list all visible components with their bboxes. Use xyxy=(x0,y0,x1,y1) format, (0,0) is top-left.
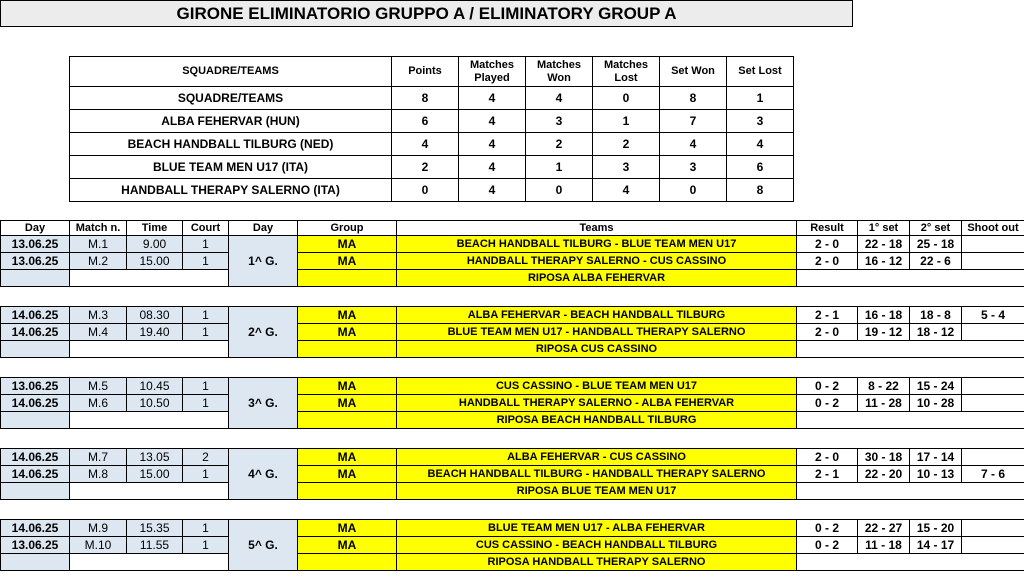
match-row xyxy=(1,307,1024,324)
match-time-cell: 15.00 xyxy=(127,466,183,483)
match-day-cell: 13.06.25 xyxy=(1,253,70,270)
match-time-cell: 11.55 xyxy=(127,537,183,554)
rest-blank-cell xyxy=(70,341,229,358)
standings-row xyxy=(70,156,794,179)
standings-lost-cell: 3 xyxy=(593,156,660,179)
standings-header-points: Points xyxy=(392,57,459,87)
standings-team-cell: BEACH HANDBALL TILBURG (NED) xyxy=(70,133,392,156)
rest-blank-cell xyxy=(70,270,229,287)
rest-team-cell: RIPOSA BEACH HANDBALL TILBURG xyxy=(397,412,797,429)
match-number-cell: M.8 xyxy=(70,466,127,483)
match-time-cell: 13.05 xyxy=(127,449,183,466)
round-spacer xyxy=(1,500,1024,520)
match-court-cell: 2 xyxy=(183,449,229,466)
match-court-cell: 1 xyxy=(183,537,229,554)
rest-group-cell xyxy=(298,554,397,571)
match-teams-cell: BEACH HANDBALL TILBURG - HANDBALL THERAPY SALERNO xyxy=(397,466,797,483)
standings-team-cell: SQUADRE/TEAMS xyxy=(70,87,392,110)
rest-row xyxy=(1,554,1024,571)
rest-day-cell xyxy=(1,270,70,287)
rest-blank-cell xyxy=(70,554,229,571)
round-spacer-cell xyxy=(1,500,1024,520)
standings-points-cell: 4 xyxy=(392,133,459,156)
match-teams-cell: BEACH HANDBALL TILBURG - BLUE TEAM MEN U17 xyxy=(397,236,797,253)
rest-blank-cell xyxy=(70,412,229,429)
match-time-cell: 10.50 xyxy=(127,395,183,412)
match-set2-cell: 22 - 6 xyxy=(910,253,962,270)
schedule-table xyxy=(0,220,1024,571)
match-number-cell: M.7 xyxy=(70,449,127,466)
standings-won-cell: 0 xyxy=(526,179,593,202)
match-shootout-cell xyxy=(962,378,1024,395)
rest-team-cell: RIPOSA CUS CASSINO xyxy=(397,341,797,358)
rest-score-blank-cell xyxy=(797,412,1024,429)
standings-set-won-cell: 4 xyxy=(660,133,727,156)
match-time-cell: 15.35 xyxy=(127,520,183,537)
match-teams-cell: BLUE TEAM MEN U17 - HANDBALL THERAPY SALERNO xyxy=(397,324,797,341)
standings-set-won-cell: 8 xyxy=(660,87,727,110)
match-shootout-cell xyxy=(962,236,1024,253)
match-day-cell: 14.06.25 xyxy=(1,307,70,324)
match-teams-cell: BLUE TEAM MEN U17 - ALBA FEHERVAR xyxy=(397,520,797,537)
standings-set-lost-cell: 4 xyxy=(727,133,794,156)
match-result-cell: 0 - 2 xyxy=(797,520,858,537)
standings-set-won-cell: 7 xyxy=(660,110,727,133)
match-number-cell: M.9 xyxy=(70,520,127,537)
standings-header-row xyxy=(70,57,794,87)
match-result-cell: 2 - 0 xyxy=(797,236,858,253)
match-court-cell: 1 xyxy=(183,395,229,412)
match-row xyxy=(1,253,1024,270)
rest-group-cell xyxy=(298,341,397,358)
match-set2-cell: 18 - 12 xyxy=(910,324,962,341)
match-set2-cell: 14 - 17 xyxy=(910,537,962,554)
match-result-cell: 0 - 2 xyxy=(797,395,858,412)
standings-set-won-cell: 3 xyxy=(660,156,727,179)
match-teams-cell: HANDBALL THERAPY SALERNO - CUS CASSINO xyxy=(397,253,797,270)
rest-row xyxy=(1,270,1024,287)
match-number-cell: M.1 xyxy=(70,236,127,253)
schedule-header-row xyxy=(1,221,1024,236)
match-court-cell: 1 xyxy=(183,466,229,483)
rest-score-blank-cell xyxy=(797,483,1024,500)
schedule-header-round: Day xyxy=(229,221,298,236)
standings-header-set-won: Set Won xyxy=(660,57,727,87)
match-set1-cell: 22 - 27 xyxy=(858,520,910,537)
schedule-header-match: Match n. xyxy=(70,221,127,236)
round-spacer-cell xyxy=(1,429,1024,449)
match-set2-cell: 10 - 13 xyxy=(910,466,962,483)
rest-group-cell xyxy=(298,483,397,500)
schedule-header-shootout: Shoot out xyxy=(962,221,1024,236)
match-time-cell: 15.00 xyxy=(127,253,183,270)
schedule-header-group: Group xyxy=(298,221,397,236)
standings-points-cell: 6 xyxy=(392,110,459,133)
match-number-cell: M.3 xyxy=(70,307,127,324)
rest-group-cell xyxy=(298,270,397,287)
standings-set-lost-cell: 6 xyxy=(727,156,794,179)
match-teams-cell: CUS CASSINO - BLUE TEAM MEN U17 xyxy=(397,378,797,395)
match-day-cell: 14.06.25 xyxy=(1,395,70,412)
rest-day-cell xyxy=(1,483,70,500)
rest-row xyxy=(1,412,1024,429)
match-day-cell: 14.06.25 xyxy=(1,449,70,466)
match-set1-cell: 22 - 18 xyxy=(858,236,910,253)
standings-row xyxy=(70,133,794,156)
match-shootout-cell: 7 - 6 xyxy=(962,466,1024,483)
rest-day-cell xyxy=(1,412,70,429)
match-day-cell: 13.06.25 xyxy=(1,236,70,253)
rest-score-blank-cell xyxy=(797,554,1024,571)
standings-header-team: SQUADRE/TEAMS xyxy=(70,57,392,87)
match-number-cell: M.10 xyxy=(70,537,127,554)
match-set2-cell: 15 - 20 xyxy=(910,520,962,537)
match-time-cell: 10.45 xyxy=(127,378,183,395)
schedule-header-set2: 2° set xyxy=(910,221,962,236)
match-group-cell: MA xyxy=(298,395,397,412)
match-time-cell: 08.30 xyxy=(127,307,183,324)
standings-played-cell: 4 xyxy=(459,133,526,156)
standings-played-cell: 4 xyxy=(459,87,526,110)
match-shootout-cell: 5 - 4 xyxy=(962,307,1024,324)
match-result-cell: 2 - 0 xyxy=(797,253,858,270)
rest-team-cell: RIPOSA HANDBALL THERAPY SALERNO xyxy=(397,554,797,571)
standings-won-cell: 4 xyxy=(526,87,593,110)
standings-won-cell: 1 xyxy=(526,156,593,179)
standings-row xyxy=(70,179,794,202)
round-label-cell: 4^ G. xyxy=(229,449,298,500)
match-row xyxy=(1,395,1024,412)
match-row xyxy=(1,378,1024,395)
match-shootout-cell xyxy=(962,520,1024,537)
match-teams-cell: ALBA FEHERVAR - CUS CASSINO xyxy=(397,449,797,466)
match-result-cell: 2 - 0 xyxy=(797,449,858,466)
match-group-cell: MA xyxy=(298,449,397,466)
match-set1-cell: 16 - 12 xyxy=(858,253,910,270)
rest-blank-cell xyxy=(70,483,229,500)
standings-lost-cell: 2 xyxy=(593,133,660,156)
page-title: GIRONE ELIMINATORIO GRUPPO A / ELIMINATORY GROUP A xyxy=(0,0,853,27)
standings-played-cell: 4 xyxy=(459,110,526,133)
standings-lost-cell: 0 xyxy=(593,87,660,110)
standings-played-cell: 4 xyxy=(459,179,526,202)
rest-row xyxy=(1,483,1024,500)
rest-score-blank-cell xyxy=(797,341,1024,358)
standings-team-cell: BLUE TEAM MEN U17 (ITA) xyxy=(70,156,392,179)
match-result-cell: 2 - 1 xyxy=(797,466,858,483)
match-result-cell: 2 - 1 xyxy=(797,307,858,324)
match-group-cell: MA xyxy=(298,236,397,253)
standings-team-cell: ALBA FEHERVAR (HUN) xyxy=(70,110,392,133)
match-set1-cell: 11 - 18 xyxy=(858,537,910,554)
match-number-cell: M.4 xyxy=(70,324,127,341)
match-teams-cell: ALBA FEHERVAR - BEACH HANDBALL TILBURG xyxy=(397,307,797,324)
match-set2-cell: 25 - 18 xyxy=(910,236,962,253)
match-group-cell: MA xyxy=(298,253,397,270)
match-day-cell: 13.06.25 xyxy=(1,537,70,554)
standings-points-cell: 2 xyxy=(392,156,459,179)
match-court-cell: 1 xyxy=(183,520,229,537)
standings-points-cell: 0 xyxy=(392,179,459,202)
match-group-cell: MA xyxy=(298,378,397,395)
schedule-header-result: Result xyxy=(797,221,858,236)
match-number-cell: M.6 xyxy=(70,395,127,412)
match-day-cell: 13.06.25 xyxy=(1,378,70,395)
match-set1-cell: 22 - 20 xyxy=(858,466,910,483)
standings-lost-cell: 4 xyxy=(593,179,660,202)
match-teams-cell: CUS CASSINO - BEACH HANDBALL TILBURG xyxy=(397,537,797,554)
round-label-cell: 5^ G. xyxy=(229,520,298,571)
round-label-cell: 1^ G. xyxy=(229,236,298,287)
match-group-cell: MA xyxy=(298,520,397,537)
match-set1-cell: 16 - 18 xyxy=(858,307,910,324)
match-set1-cell: 11 - 28 xyxy=(858,395,910,412)
match-row xyxy=(1,520,1024,537)
rest-group-cell xyxy=(298,412,397,429)
match-set1-cell: 8 - 22 xyxy=(858,378,910,395)
match-teams-cell: HANDBALL THERAPY SALERNO - ALBA FEHERVAR xyxy=(397,395,797,412)
match-group-cell: MA xyxy=(298,466,397,483)
match-row xyxy=(1,466,1024,483)
match-group-cell: MA xyxy=(298,324,397,341)
match-set1-cell: 30 - 18 xyxy=(858,449,910,466)
round-spacer-cell xyxy=(1,358,1024,378)
match-shootout-cell xyxy=(962,537,1024,554)
schedule-header-day: Day xyxy=(1,221,70,236)
match-time-cell: 9.00 xyxy=(127,236,183,253)
round-spacer-cell xyxy=(1,287,1024,307)
match-court-cell: 1 xyxy=(183,378,229,395)
match-day-cell: 14.06.25 xyxy=(1,520,70,537)
match-result-cell: 2 - 0 xyxy=(797,324,858,341)
match-shootout-cell xyxy=(962,324,1024,341)
match-court-cell: 1 xyxy=(183,324,229,341)
standings-header-played: Matches Played xyxy=(459,57,526,87)
standings-won-cell: 3 xyxy=(526,110,593,133)
match-row xyxy=(1,324,1024,341)
match-group-cell: MA xyxy=(298,537,397,554)
rest-team-cell: RIPOSA ALBA FEHERVAR xyxy=(397,270,797,287)
match-row xyxy=(1,236,1024,253)
rest-row xyxy=(1,341,1024,358)
match-set2-cell: 17 - 14 xyxy=(910,449,962,466)
rest-day-cell xyxy=(1,554,70,571)
match-row xyxy=(1,537,1024,554)
standings-header-lost: Matches Lost xyxy=(593,57,660,87)
schedule-header-court: Court xyxy=(183,221,229,236)
round-spacer xyxy=(1,287,1024,307)
match-set1-cell: 19 - 12 xyxy=(858,324,910,341)
schedule-header-teams: Teams xyxy=(397,221,797,236)
round-spacer xyxy=(1,429,1024,449)
standings-played-cell: 4 xyxy=(459,156,526,179)
standings-won-cell: 2 xyxy=(526,133,593,156)
match-shootout-cell xyxy=(962,395,1024,412)
match-result-cell: 0 - 2 xyxy=(797,537,858,554)
rest-score-blank-cell xyxy=(797,270,1024,287)
match-shootout-cell xyxy=(962,253,1024,270)
schedule-header-time: Time xyxy=(127,221,183,236)
round-spacer xyxy=(1,358,1024,378)
match-time-cell: 19.40 xyxy=(127,324,183,341)
round-label-cell: 3^ G. xyxy=(229,378,298,429)
standings-row xyxy=(70,110,794,133)
standings-header-won: Matches Won xyxy=(526,57,593,87)
standings-table xyxy=(69,56,794,202)
standings-set-lost-cell: 8 xyxy=(727,179,794,202)
rest-team-cell: RIPOSA BLUE TEAM MEN U17 xyxy=(397,483,797,500)
standings-set-lost-cell: 3 xyxy=(727,110,794,133)
match-result-cell: 0 - 2 xyxy=(797,378,858,395)
match-group-cell: MA xyxy=(298,307,397,324)
rest-day-cell xyxy=(1,341,70,358)
standings-lost-cell: 1 xyxy=(593,110,660,133)
match-set2-cell: 10 - 28 xyxy=(910,395,962,412)
match-court-cell: 1 xyxy=(183,253,229,270)
schedule-header-set1: 1° set xyxy=(858,221,910,236)
standings-set-lost-cell: 1 xyxy=(727,87,794,110)
match-shootout-cell xyxy=(962,449,1024,466)
round-label-cell: 2^ G. xyxy=(229,307,298,358)
match-court-cell: 1 xyxy=(183,307,229,324)
standings-points-cell: 8 xyxy=(392,87,459,110)
match-set2-cell: 18 - 8 xyxy=(910,307,962,324)
standings-set-won-cell: 0 xyxy=(660,179,727,202)
match-number-cell: M.5 xyxy=(70,378,127,395)
standings-team-cell: HANDBALL THERAPY SALERNO (ITA) xyxy=(70,179,392,202)
match-day-cell: 14.06.25 xyxy=(1,324,70,341)
match-set2-cell: 15 - 24 xyxy=(910,378,962,395)
match-row xyxy=(1,449,1024,466)
match-number-cell: M.2 xyxy=(70,253,127,270)
standings-row xyxy=(70,87,794,110)
match-day-cell: 14.06.25 xyxy=(1,466,70,483)
match-court-cell: 1 xyxy=(183,236,229,253)
standings-header-set-lost: Set Lost xyxy=(727,57,794,87)
